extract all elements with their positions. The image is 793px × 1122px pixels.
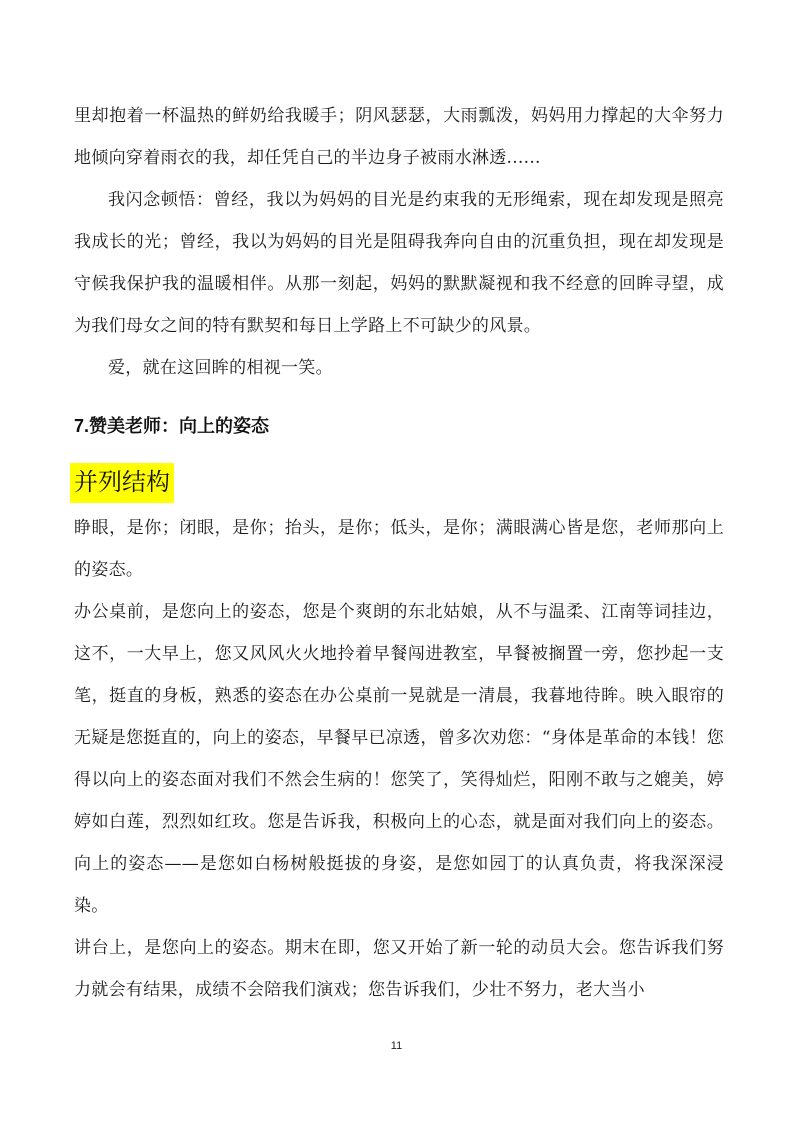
page-number: 11 [390, 1040, 403, 1052]
paragraph-1: 里却抱着一杯温热的鲜奶给我暖手；阴风瑟瑟，大雨瓢泼，妈妈用力撑起的大伞努力地倾向穿着雨衣的我，却任凭自己的半边身子被雨水淋透...... [74, 106, 724, 168]
paragraph-5: 办公桌前，是您向上的姿态，您是个爽朗的东北姑娘，从不与温柔、江南等词挂边，这不，一大早上，您又风风火火地拎着早餐闯进教室，早餐被搁置一旁，您抄起一支笔，挺直的身板，熟悉的姿态在办公桌前一晃就是一清晨，我暮地待眸。映入眼帘的无疑是您挺直的，向上的姿态，早餐早已凉透，曾多次劝您：“身体是革命的本钱！您得以向上的姿态面对我们不然会生病的！您笑了，笑得灿烂，阳刚不敢与之媲美，婷婷如白莲，烈烈如红玫。您是告诉我，积极向上的心态，就是面对我们向上的姿态。向上的姿态——是您如白杨树般挺拔的身姿，是您如园丁的认真负责，将我深深浸染。 [74, 602, 724, 916]
section-heading: 7.赞美老师：向上的姿态 [74, 416, 270, 436]
paragraph-6: 讲台上，是您向上的姿态。期末在即，您又开始了新一轮的动员大会。您告诉我们努力就会有结果，成绩不会陪我们演戏；您告诉我们，少壮不努力，老大当小 [74, 938, 724, 1000]
paragraph-4: 睁眼，是你；闭眼，是你；抬头，是你；低头，是你；满眼满心皆是您，老师那向上的姿态。 [74, 518, 724, 580]
paragraph-2: 我闪念顿悟：曾经，我以为妈妈的目光是约束我的无形绳索，现在却发现是照亮我成长的光；曾经，我以为妈妈的目光是阻碍我奔向自由的沉重负担，现在却发现是守候我保护我的温暖相伴。从那一刻起，妈妈的默默凝视和我不经意的回眸寻望，成为我们母女之间的特有默契和每日上学路上不可缺少的风景。 [74, 190, 724, 336]
highlight-label: 并列结构 [70, 463, 174, 503]
paragraph-3: 爱，就在这回眸的相视一笑。 [108, 358, 333, 378]
